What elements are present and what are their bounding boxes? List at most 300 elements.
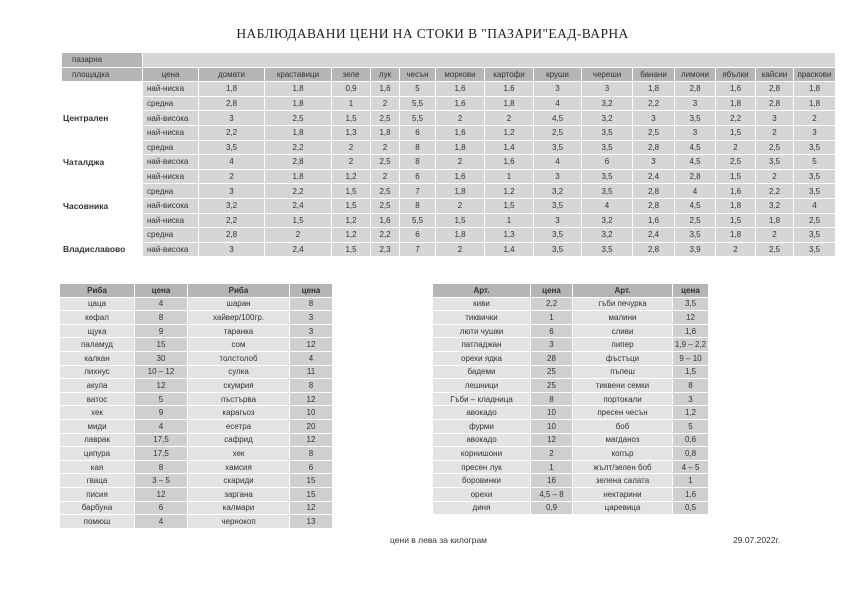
price-value-cell: 2,5 [675, 214, 715, 228]
article-name-cell: копър [573, 447, 672, 460]
price-value-cell: 3,5 [534, 243, 581, 257]
price-value-cell: 2,5 [756, 141, 793, 155]
fish-price-cell: 12 [135, 488, 187, 501]
price-value-cell: 2,2 [371, 228, 399, 242]
article-price-cell: 8 [531, 393, 572, 406]
price-value-cell: 2,5 [371, 199, 399, 213]
article-name-cell: пипер [573, 338, 672, 351]
price-value-cell: 1,8 [265, 97, 331, 111]
article-name-cell: авокадо [433, 434, 530, 447]
article-name-cell: пресен лук [433, 461, 530, 474]
article-header: цена [531, 284, 572, 297]
price-value-cell: 2,4 [633, 170, 674, 184]
price-value-cell: 7 [400, 184, 435, 198]
price-value-cell: 3,5 [582, 243, 632, 257]
article-name-cell: корнишони [433, 447, 530, 460]
price-tier-label: най-ниска [143, 214, 198, 228]
fish-price-cell: 15 [135, 338, 187, 351]
fish-price-cell: 15 [290, 474, 332, 487]
price-value-cell: 4 [794, 199, 835, 213]
article-price-cell: 0,9 [531, 502, 572, 515]
article-price-cell: 1,9 – 2,2 [674, 340, 707, 350]
article-price-cell: 12 [673, 311, 708, 324]
price-value-cell: 2,4 [633, 228, 674, 242]
fish-header: Риба [60, 284, 134, 297]
price-value-cell: 2 [199, 170, 264, 184]
price-value-cell: 1,8 [756, 214, 793, 228]
article-price-cell: 25 [531, 366, 572, 379]
article-price-cell: 16 [531, 474, 572, 487]
article-name-cell: пъпеш [573, 366, 672, 379]
price-value-cell: 3,9 [675, 243, 715, 257]
price-value-cell: 1,4 [485, 243, 533, 257]
article-name-cell: фурми [433, 420, 530, 433]
product-header: чесън [400, 68, 435, 82]
price-value-cell: 3,2 [582, 228, 632, 242]
article-header: цена [673, 284, 708, 297]
article-price-cell: 1 [673, 474, 708, 487]
fish-name-cell: кая [60, 461, 134, 474]
price-value-cell: 3 [756, 111, 793, 125]
price-value-cell: 1,6 [436, 97, 484, 111]
article-price-cell: 1,6 [673, 488, 708, 501]
fish-price-cell: 12 [290, 338, 332, 351]
price-value-cell: 2,5 [371, 155, 399, 169]
price-tier-label: средна [143, 141, 198, 155]
price-value-cell: 1,8 [794, 82, 835, 96]
article-price-cell: 3 [673, 393, 708, 406]
fish-name-cell: сулка [188, 366, 289, 379]
price-value-cell: 3,2 [582, 111, 632, 125]
product-header: зеле [332, 68, 370, 82]
article-price-cell: 10 [531, 420, 572, 433]
price-value-cell: 2,2 [633, 97, 674, 111]
price-value-cell: 2,8 [756, 82, 793, 96]
price-value-cell: 4 [199, 155, 264, 169]
price-value-cell: 2 [332, 155, 370, 169]
price-value-cell: 6 [400, 170, 435, 184]
price-value-cell: 1,5 [436, 214, 484, 228]
fish-name-cell: барбуна [60, 502, 134, 515]
price-value-cell: 2,2 [265, 141, 331, 155]
fish-price-cell: 11 [290, 366, 332, 379]
price-value-cell: 1,2 [332, 228, 370, 242]
article-name-cell: лешници [433, 379, 530, 392]
fish-name-cell: шаран [188, 298, 289, 311]
price-value-cell: 3,5 [534, 228, 581, 242]
article-price-cell: 1 [531, 461, 572, 474]
price-value-cell: 1,6 [371, 82, 399, 96]
article-price-cell: 1,6 [673, 325, 708, 338]
fish-price-cell: 10 – 12 [135, 366, 187, 379]
price-value-cell: 2,2 [716, 111, 755, 125]
price-value-cell: 1,8 [633, 82, 674, 96]
price-value-cell: 1,2 [485, 126, 533, 140]
fish-name-cell: толстолоб [188, 352, 289, 365]
price-value-cell: 5,5 [400, 97, 435, 111]
price-value-cell: 2 [332, 141, 370, 155]
market-name-cell: Централен [62, 82, 142, 125]
fish-price-cell: 12 [135, 379, 187, 392]
fish-price-cell: 20 [290, 420, 332, 433]
price-value-cell: 8 [400, 141, 435, 155]
article-name-cell: боб [573, 420, 672, 433]
price-value-cell: 2 [756, 126, 793, 140]
fish-name-cell: лаврак [60, 434, 134, 447]
fish-name-cell: калмари [188, 502, 289, 515]
price-value-cell: 1,2 [332, 214, 370, 228]
fish-name-cell: хайвер/100гр. [188, 311, 289, 324]
price-value-cell: 1,2 [332, 170, 370, 184]
price-value-cell: 1 [332, 97, 370, 111]
fish-price-cell: 30 [135, 352, 187, 365]
price-value-cell: 3,5 [199, 141, 264, 155]
price-value-cell: 5,5 [400, 214, 435, 228]
product-header: краставици [265, 68, 331, 82]
article-name-cell: диня [433, 502, 530, 515]
article-price-cell: 9 – 10 [673, 352, 708, 365]
price-value-cell: 1,6 [436, 170, 484, 184]
price-value-cell: 1,6 [716, 184, 755, 198]
article-price-cell: 3,5 [673, 298, 708, 311]
price-value-cell: 1,8 [485, 97, 533, 111]
price-value-cell: 2,3 [371, 243, 399, 257]
article-name-cell: малини [573, 311, 672, 324]
price-value-cell: 2,4 [265, 243, 331, 257]
price-tier-label: най-висока [143, 199, 198, 213]
fish-price-cell: 3 – 5 [135, 474, 187, 487]
price-value-cell: 1,6 [485, 155, 533, 169]
fish-price-cell: 12 [290, 502, 332, 515]
price-tier-label: средна [143, 97, 198, 111]
article-price-cell: 0,6 [673, 434, 708, 447]
fish-name-cell: хек [188, 447, 289, 460]
price-value-cell: 4,5 [675, 199, 715, 213]
product-header: картофи [485, 68, 533, 82]
price-value-cell: 3 [582, 82, 632, 96]
article-price-cell: 1,2 [673, 406, 708, 419]
article-price-cell: 8 [673, 379, 708, 392]
article-name-cell: портокали [573, 393, 672, 406]
fish-name-cell: скариди [188, 474, 289, 487]
price-value-cell: 7 [400, 243, 435, 257]
article-name-cell: зелена салата [573, 474, 672, 487]
price-value-cell: 3,2 [582, 97, 632, 111]
fish-price-cell: 8 [135, 311, 187, 324]
header-band [143, 53, 835, 67]
fish-name-cell: кефал [60, 311, 134, 324]
fish-name-cell: писия [60, 488, 134, 501]
price-tier-label: средна [143, 228, 198, 242]
price-value-cell: 2 [436, 111, 484, 125]
price-value-cell: 3,5 [582, 126, 632, 140]
price-value-cell: 8 [400, 199, 435, 213]
price-value-cell: 3,5 [794, 170, 835, 184]
price-value-cell: 1,6 [371, 214, 399, 228]
price-value-cell: 3 [534, 214, 581, 228]
fish-price-cell: 15 [290, 488, 332, 501]
fish-price-table [59, 283, 333, 529]
price-value-cell: 4 [534, 155, 581, 169]
units-note: цени в лева за килограм [390, 535, 488, 545]
price-value-cell: 2 [371, 141, 399, 155]
price-value-cell: 3,5 [582, 141, 632, 155]
price-value-cell: 3 [633, 111, 674, 125]
article-name-cell: люти чушки [433, 325, 530, 338]
fish-name-cell: чернокоп [188, 515, 289, 528]
price-value-cell: 2,5 [371, 111, 399, 125]
product-header: банани [633, 68, 674, 82]
article-name-cell: тиквички [433, 311, 530, 324]
fish-price-cell: 8 [135, 461, 187, 474]
price-value-cell: 4,5 [534, 111, 581, 125]
fish-price-cell: 9 [135, 325, 187, 338]
fish-price-cell: 8 [290, 298, 332, 311]
article-name-cell: пресен чесън [573, 406, 672, 419]
article-price-cell: 10 [531, 406, 572, 419]
fish-header: Риба [188, 284, 289, 297]
price-value-cell: 4,5 [675, 155, 715, 169]
price-value-cell: 2,8 [633, 199, 674, 213]
price-value-cell: 2 [436, 243, 484, 257]
price-value-cell: 1 [485, 214, 533, 228]
price-value-cell: 1,8 [716, 228, 755, 242]
price-tier-label: средна [143, 184, 198, 198]
fish-name-cell: карагьоз [188, 406, 289, 419]
article-name-cell: орехи ядка [433, 352, 530, 365]
price-column-header: цена [143, 68, 198, 82]
fish-name-cell: ватос [60, 393, 134, 406]
fish-name-cell: хек [60, 406, 134, 419]
price-value-cell: 5 [400, 82, 435, 96]
article-price-cell: 5 [673, 420, 708, 433]
price-value-cell: 1,6 [436, 82, 484, 96]
price-value-cell: 1,5 [485, 199, 533, 213]
article-price-cell: 1 [531, 311, 572, 324]
market-name-cell: Часовника [62, 170, 142, 213]
price-value-cell: 6 [400, 126, 435, 140]
fish-price-cell: 6 [290, 461, 332, 474]
article-price-cell: 4 – 5 [673, 461, 708, 474]
price-value-cell: 1,3 [485, 228, 533, 242]
price-value-cell: 3,5 [794, 141, 835, 155]
price-value-cell: 2,8 [199, 228, 264, 242]
price-value-cell: 2,8 [675, 170, 715, 184]
fish-name-cell: лихнус [60, 366, 134, 379]
article-name-cell: нектарини [573, 488, 672, 501]
price-value-cell: 2 [436, 199, 484, 213]
price-value-cell: 2,2 [199, 214, 264, 228]
product-header: праскови [794, 68, 835, 82]
price-value-cell: 2,5 [794, 214, 835, 228]
price-value-cell: 2,8 [633, 184, 674, 198]
product-header: домати [199, 68, 264, 82]
price-value-cell: 8 [400, 155, 435, 169]
fish-price-cell: 8 [290, 379, 332, 392]
article-price-cell: 2 [531, 447, 572, 460]
price-value-cell: 1,5 [716, 170, 755, 184]
fish-name-cell: есетра [188, 420, 289, 433]
fish-price-cell: 3 [290, 325, 332, 338]
price-value-cell: 4 [582, 199, 632, 213]
price-value-cell: 1,8 [371, 126, 399, 140]
price-value-cell: 2,5 [265, 111, 331, 125]
article-price-cell: 4,5 – 8 [531, 488, 572, 501]
article-name-cell: авокадо [433, 406, 530, 419]
fish-name-cell: пъстърва [188, 393, 289, 406]
price-value-cell: 1,8 [794, 97, 835, 111]
fish-price-cell: 9 [135, 406, 187, 419]
article-name-cell: гъби печурка [573, 298, 672, 311]
price-value-cell: 2,4 [265, 199, 331, 213]
article-name-cell: магданоз [573, 434, 672, 447]
price-value-cell: 3 [199, 184, 264, 198]
price-value-cell: 3 [534, 82, 581, 96]
fish-price-cell: 6 [135, 502, 187, 515]
article-price-cell: 12 [531, 434, 572, 447]
price-value-cell: 2,8 [756, 97, 793, 111]
price-value-cell: 1,6 [436, 126, 484, 140]
market-name-cell: Владиславово [62, 214, 142, 257]
price-value-cell: 2,8 [633, 141, 674, 155]
price-value-cell: 2,5 [534, 126, 581, 140]
price-value-cell: 3,2 [199, 199, 264, 213]
price-value-cell: 2 [716, 141, 755, 155]
article-price-cell: 28 [531, 352, 572, 365]
price-value-cell: 2,5 [371, 184, 399, 198]
price-value-cell: 4,5 [675, 141, 715, 155]
price-tier-label: най-висока [143, 243, 198, 257]
article-header: Арт. [433, 284, 530, 297]
price-value-cell: 3,2 [582, 214, 632, 228]
price-value-cell: 1,5 [716, 126, 755, 140]
price-value-cell: 2,8 [675, 82, 715, 96]
price-value-cell: 2 [485, 111, 533, 125]
price-value-cell: 3 [199, 243, 264, 257]
product-header: моркови [436, 68, 484, 82]
product-header: кайсии [756, 68, 793, 82]
fish-price-cell: 8 [290, 447, 332, 460]
product-header: лук [371, 68, 399, 82]
price-value-cell: 3 [534, 170, 581, 184]
fish-name-cell: паламуд [60, 338, 134, 351]
fish-price-cell: 12 [290, 434, 332, 447]
fish-price-cell: 13 [290, 515, 332, 528]
price-value-cell: 2,2 [265, 184, 331, 198]
article-name-cell: фъстъци [573, 352, 672, 365]
fish-name-cell: щука [60, 325, 134, 338]
fish-price-cell: 4 [290, 352, 332, 365]
article-name-cell: тиквени семки [573, 379, 672, 392]
price-value-cell: 2,8 [265, 155, 331, 169]
price-value-cell: 1,8 [716, 97, 755, 111]
price-value-cell: 1,5 [332, 111, 370, 125]
price-value-cell: 1,6 [633, 214, 674, 228]
article-price-cell: 0,8 [673, 447, 708, 460]
article-name-cell: царевица [573, 502, 672, 515]
fish-header: цена [135, 284, 187, 297]
article-price-cell: 2,2 [531, 298, 572, 311]
price-value-cell: 4 [534, 97, 581, 111]
article-price-cell: 6 [531, 325, 572, 338]
corner-cell-line1: пазарна [62, 53, 142, 67]
article-price-cell: 0,5 [673, 502, 708, 515]
price-value-cell: 1,8 [265, 170, 331, 184]
fish-name-cell: гваца [60, 474, 134, 487]
fish-name-cell: цаца [60, 298, 134, 311]
price-value-cell: 2 [756, 170, 793, 184]
article-name-cell: жълт/зелен боб [573, 461, 672, 474]
fish-name-cell: хамсия [188, 461, 289, 474]
price-value-cell: 2,5 [756, 243, 793, 257]
price-value-cell: 1,5 [332, 184, 370, 198]
price-tier-label: най-висока [143, 155, 198, 169]
fish-price-cell: 3 [290, 311, 332, 324]
fish-price-cell: 12 [290, 393, 332, 406]
price-value-cell: 2 [436, 155, 484, 169]
price-value-cell: 2 [794, 111, 835, 125]
price-value-cell: 3 [199, 111, 264, 125]
fish-name-cell: миди [60, 420, 134, 433]
price-value-cell: 6 [400, 228, 435, 242]
price-value-cell: 2,2 [756, 184, 793, 198]
product-header: ябълки [716, 68, 755, 82]
fish-name-cell: скумрия [188, 379, 289, 392]
price-value-cell: 5,5 [400, 111, 435, 125]
price-value-cell: 3 [794, 126, 835, 140]
article-header: Арт. [573, 284, 672, 297]
price-value-cell: 2,5 [633, 126, 674, 140]
fish-price-cell: 5 [135, 393, 187, 406]
article-price-cell: 1,5 [673, 366, 708, 379]
price-value-cell: 3,2 [534, 184, 581, 198]
article-name-cell: бадеми [433, 366, 530, 379]
price-value-cell: 6 [582, 155, 632, 169]
fish-name-cell: сом [188, 338, 289, 351]
price-tier-label: най-ниска [143, 126, 198, 140]
product-header: лимони [675, 68, 715, 82]
fish-name-cell: помюш [60, 515, 134, 528]
price-value-cell: 5 [794, 155, 835, 169]
price-value-cell: 1,6 [485, 82, 533, 96]
report-date: 29.07.2022г. [733, 535, 780, 545]
price-value-cell: 3 [633, 155, 674, 169]
price-value-cell: 1,8 [716, 199, 755, 213]
product-header: череши [582, 68, 632, 82]
price-tier-label: най-висока [143, 111, 198, 125]
price-value-cell: 2 [371, 170, 399, 184]
fish-price-cell: 17,5 [135, 447, 187, 460]
fish-name-cell: акула [60, 379, 134, 392]
price-value-cell: 1,8 [436, 184, 484, 198]
price-value-cell: 2 [371, 97, 399, 111]
fish-price-cell: 4 [135, 420, 187, 433]
price-value-cell: 3 [675, 126, 715, 140]
fish-name-cell: ципура [60, 447, 134, 460]
price-value-cell: 1,8 [199, 82, 264, 96]
doc-title: НАБЛЮДАВАНИ ЦЕНИ НА СТОКИ В "ПАЗАРИ"ЕАД-ВАРНА [236, 26, 629, 41]
price-value-cell: 3,5 [794, 243, 835, 257]
price-value-cell: 2 [756, 228, 793, 242]
article-name-cell: орехи [433, 488, 530, 501]
price-value-cell: 2 [716, 243, 755, 257]
article-name-cell: патладжан [433, 338, 530, 351]
price-value-cell: 1,8 [265, 82, 331, 96]
fish-header: цена [290, 284, 332, 297]
price-value-cell: 2,8 [633, 243, 674, 257]
price-value-cell: 2 [265, 228, 331, 242]
price-value-cell: 1 [485, 170, 533, 184]
